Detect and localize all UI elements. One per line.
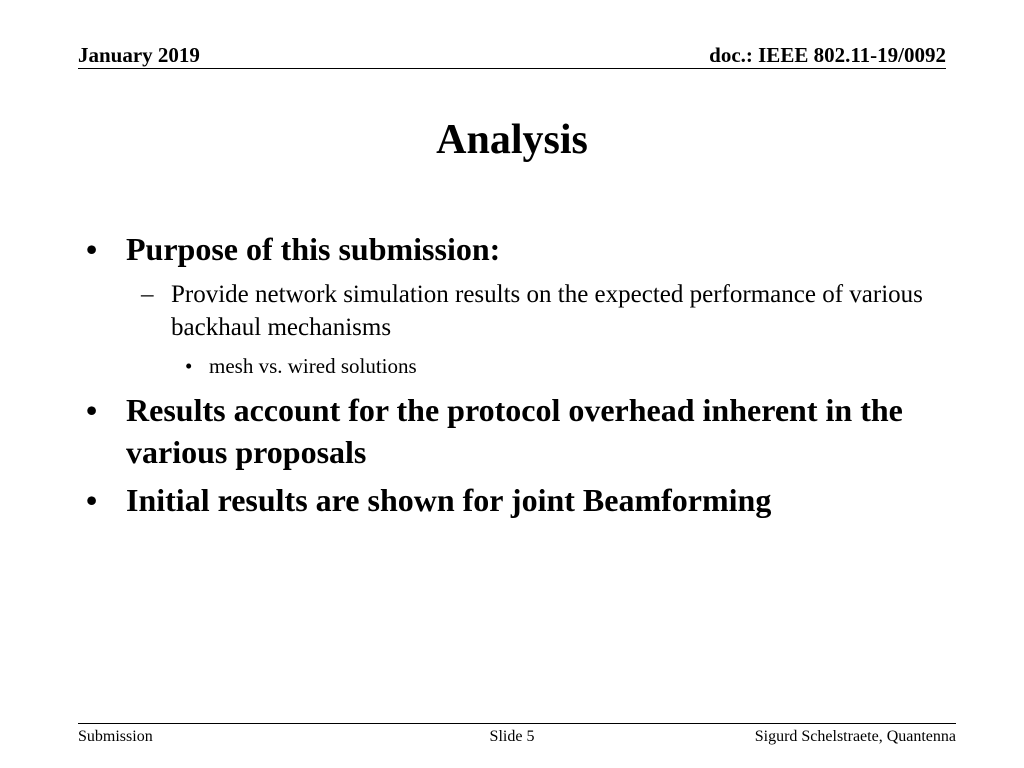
header-doc-id: doc.: IEEE 802.11-19/0092 bbox=[709, 43, 946, 67]
sub-sub-bullet-mesh: mesh vs. wired solutions bbox=[209, 354, 417, 378]
footer-author: Sigurd Schelstraete, Quantenna bbox=[754, 728, 956, 745]
bullet-initial-results: Initial results are shown for joint Beamforming bbox=[126, 482, 772, 518]
bullet-marker: • bbox=[86, 392, 98, 428]
sub-bullet-marker: – bbox=[141, 281, 154, 308]
bullet-marker: • bbox=[86, 482, 98, 518]
bullet-purpose: Purpose of this submission: bbox=[126, 231, 501, 267]
bullet-marker: • bbox=[86, 231, 98, 267]
header-date: January 2019 bbox=[78, 43, 200, 67]
footer-divider bbox=[78, 723, 956, 724]
footer-slide-number: Slide 5 bbox=[489, 728, 535, 745]
sub-sub-bullet-marker: • bbox=[185, 354, 193, 378]
footer-submission: Submission bbox=[78, 728, 153, 745]
sub-bullet-simulation: Provide network simulation results on the expected performance of various backhaul mechanisms bbox=[171, 281, 923, 341]
bullet-results-overhead: Results account for the protocol overhead inherent in the various proposals bbox=[126, 392, 903, 470]
slide-title: Analysis bbox=[436, 117, 588, 163]
